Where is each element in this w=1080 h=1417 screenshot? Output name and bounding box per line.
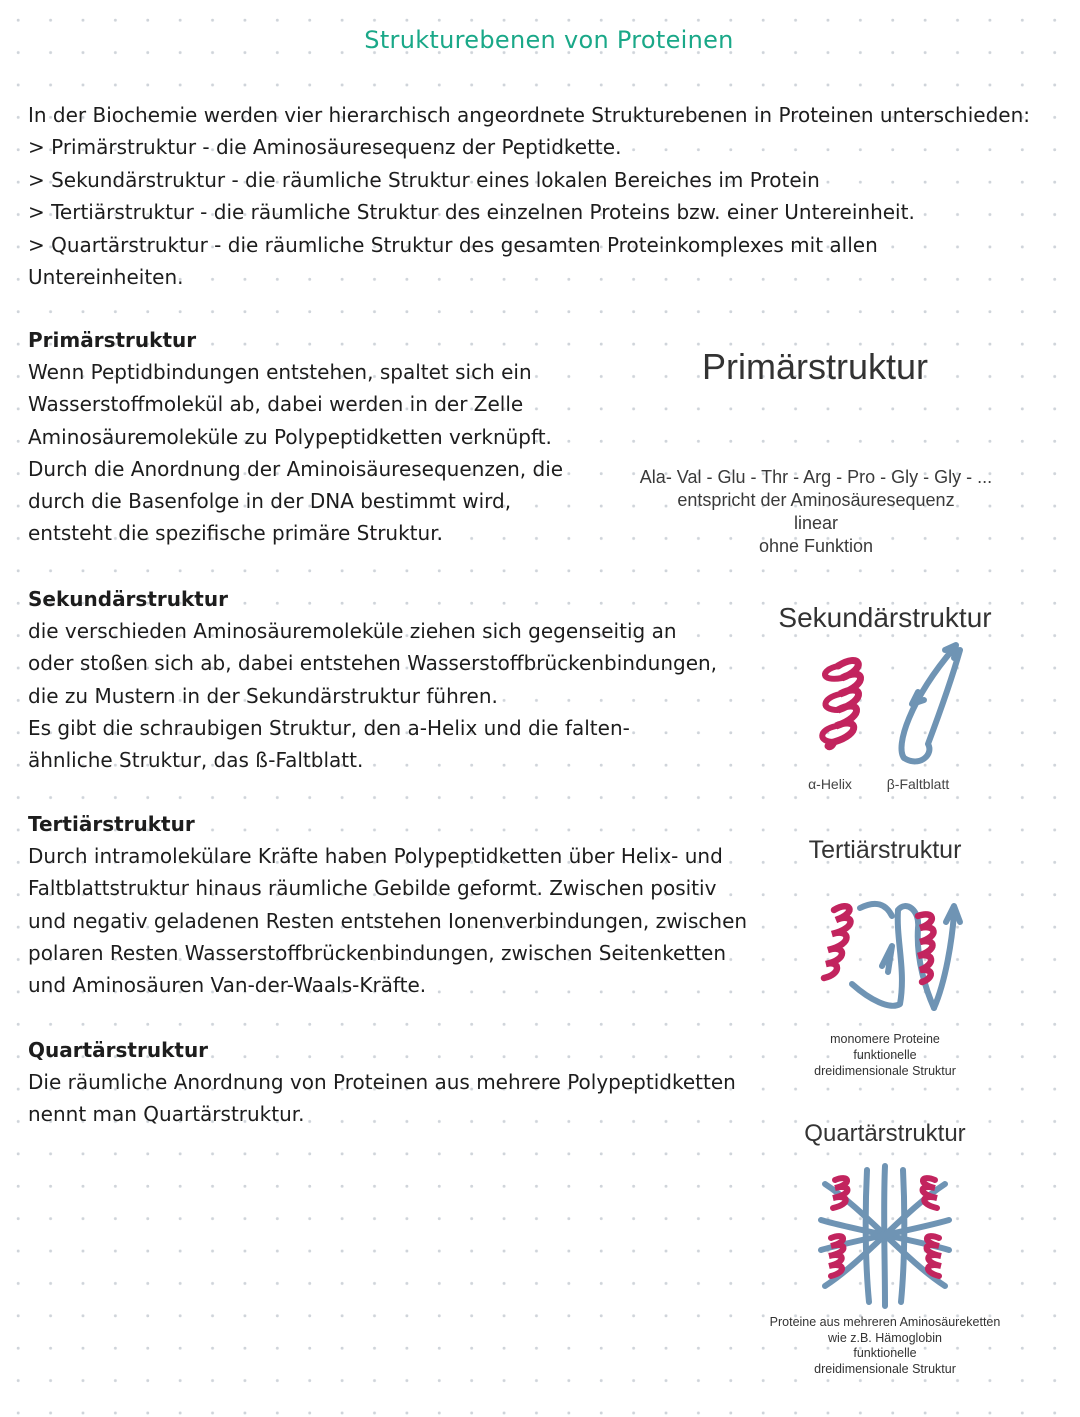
section-heading: Tertiärstruktur bbox=[28, 812, 195, 836]
tertiary-structure-illustration bbox=[800, 880, 970, 1025]
section-line: ähnliche Struktur, das ß-Faltblatt. bbox=[28, 748, 364, 773]
quaternary-structure-illustration bbox=[805, 1160, 965, 1310]
section-line: polaren Resten Wasserstoffbrückenbindungen, zwischen Seitenketten bbox=[28, 940, 727, 965]
section-line: nennt man Quartärstruktur. bbox=[28, 1102, 305, 1127]
intro-paragraph bbox=[28, 99, 1068, 293]
section-line: entsteht die spezifische primäre Struktur. bbox=[28, 521, 443, 546]
page-title: Strukturebenen von Proteinen bbox=[364, 26, 734, 54]
caption-line: linear bbox=[793, 513, 839, 533]
intro-line: In der Biochemie werden vier hierarchisch angeordnete Strukturebenen in Proteinen unterschieden: bbox=[28, 103, 1031, 127]
section-line: Wenn Peptidbindungen entstehen, spaltet sich ein bbox=[28, 360, 532, 385]
alpha-helix-icon bbox=[822, 661, 860, 747]
section-line: Durch die Anordnung der Aminoisäuresequenzen, die bbox=[28, 456, 564, 481]
section-line: Aminosäuremoleküle zu Polypeptidketten verknüpft. bbox=[28, 424, 552, 449]
section-line: und Aminosäuren Van-der-Waals-Kräfte. bbox=[28, 973, 427, 998]
section-line: die zu Mustern in der Sekundärstruktur führen. bbox=[28, 683, 498, 708]
beta-sheet-icon bbox=[902, 645, 960, 761]
section-line: und negativ geladenen Resten entstehen Ionenverbindungen, zwischen bbox=[28, 908, 748, 933]
section-quartaerstruktur bbox=[28, 1034, 736, 1131]
intro-line: > Primärstruktur - die Aminosäuresequenz der Peptidkette. bbox=[28, 135, 622, 160]
section-primaerstruktur bbox=[28, 324, 563, 549]
section-heading: Primärstruktur bbox=[28, 328, 197, 352]
alpha-helix-label: α-Helix bbox=[808, 776, 852, 792]
section-line: durch die Basenfolge in der DNA bestimmt wird, bbox=[28, 489, 512, 514]
caption-line: entspricht der Aminosäuresequenz bbox=[677, 490, 955, 510]
caption-line: funktionelle bbox=[853, 1346, 917, 1360]
figure-caption-primaer bbox=[606, 466, 1026, 558]
figure-caption-tertiaer bbox=[790, 1031, 980, 1079]
section-tertiaerstruktur bbox=[28, 808, 747, 1001]
intro-line: > Sekundärstruktur - die räumliche Struktur eines lokalen Bereiches im Protein bbox=[28, 167, 820, 192]
figure-title-quartaer: Quartärstruktur bbox=[804, 1120, 966, 1147]
figure-title-tertiaer: Tertiärstruktur bbox=[808, 836, 962, 864]
caption-line: ohne Funktion bbox=[758, 536, 874, 556]
intro-line: > Quartärstruktur - die räumliche Struktur des gesamten Proteinkomplexes mit allen bbox=[28, 232, 878, 257]
caption-line: dreidimensionale Struktur bbox=[814, 1064, 956, 1078]
section-heading: Sekundärstruktur bbox=[28, 587, 228, 611]
caption-line: dreidimensionale Struktur bbox=[814, 1361, 956, 1376]
section-sekundaerstruktur bbox=[28, 583, 717, 776]
intro-line: Untereinheiten. bbox=[28, 265, 184, 290]
beta-sheet-label: β-Faltblatt bbox=[886, 776, 950, 792]
section-line: Die räumliche Anordnung von Proteinen aus mehrere Polypeptidketten bbox=[28, 1070, 736, 1095]
section-heading: Quartärstruktur bbox=[28, 1038, 209, 1062]
section-line: Es gibt die schraubigen Struktur, den a-Helix und die falten- bbox=[28, 715, 630, 740]
amino-acid-sequence: Ala- Val - Glu - Thr - Arg - Pro - Gly - Gly - ... bbox=[639, 467, 993, 487]
caption-line: monomere Proteine bbox=[830, 1032, 940, 1046]
section-line: oder stoßen sich ab, dabei entstehen Wasserstoffbrückenbindungen, bbox=[28, 651, 718, 676]
section-line: Faltblattstruktur hinaus räumliche Gebilde geformt. Zwischen positiv bbox=[28, 876, 717, 901]
caption-line: wie z.B. Hämoglobin bbox=[828, 1330, 942, 1345]
figure-title-primaer: Primärstruktur bbox=[701, 346, 929, 387]
figure-title-sekundaer: Sekundärstruktur bbox=[778, 602, 992, 633]
tertiary-backbone bbox=[852, 904, 960, 1008]
section-line: Wasserstoffmolekül ab, dabei werden in der Zelle bbox=[28, 392, 524, 417]
caption-line: Proteine aus mehreren Aminosäureketten bbox=[769, 1315, 1001, 1329]
secondary-structure-illustration bbox=[800, 640, 980, 775]
intro-line: > Tertiärstruktur - die räumliche Struktur des einzelnen Proteins bzw. einer Untereinheit. bbox=[28, 200, 915, 225]
section-line: die verschieden Aminosäuremoleküle ziehen sich gegenseitig an bbox=[28, 619, 677, 644]
section-line: Durch intramolekülare Kräfte haben Polypeptidketten über Helix- und bbox=[28, 844, 723, 869]
figure-caption-quartaer bbox=[740, 1315, 1030, 1377]
caption-line: funktionelle bbox=[853, 1048, 917, 1062]
